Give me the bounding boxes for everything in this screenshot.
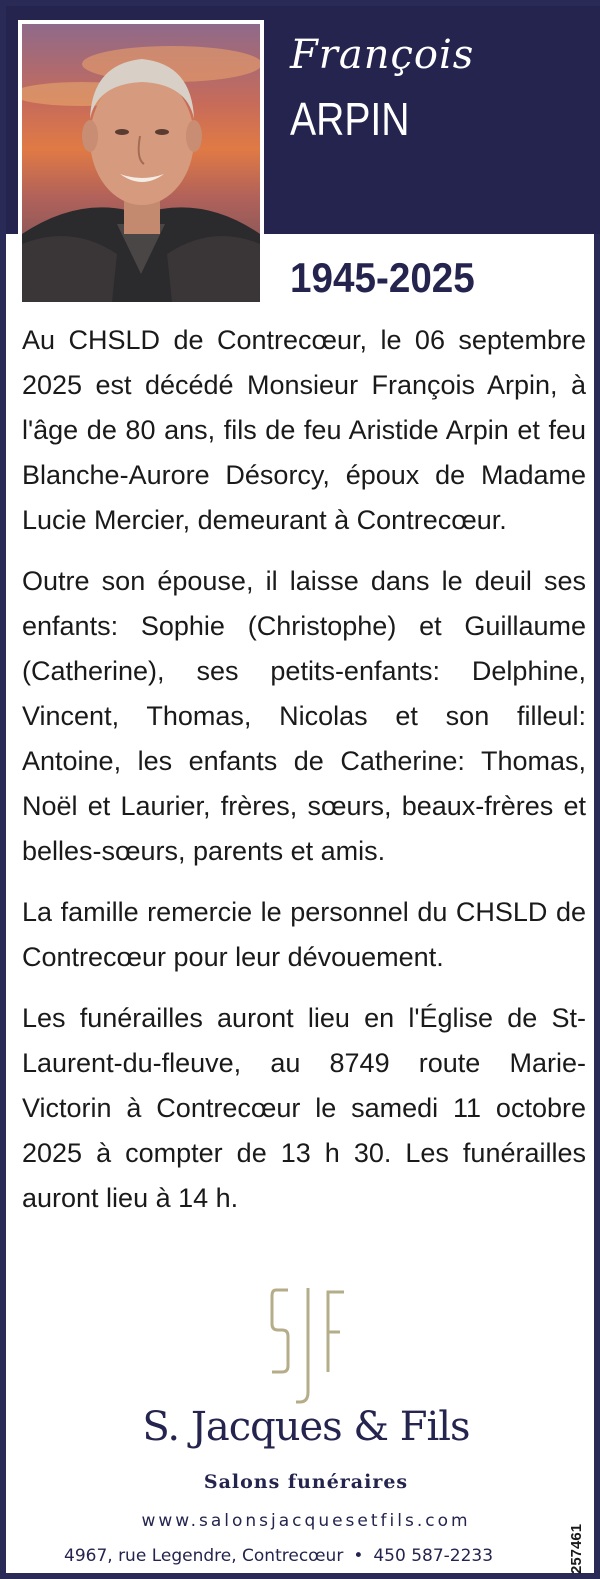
separator-dot: •	[353, 1546, 364, 1566]
portrait-frame	[18, 20, 264, 306]
monogram-icon	[268, 1282, 348, 1412]
phone-number[interactable]: 450 587-2233	[373, 1546, 494, 1566]
deceased-last-name: ARPIN	[290, 93, 410, 145]
funeral-home-name: S. Jacques & Fils	[142, 1404, 470, 1450]
ad-reference-number: 257461	[568, 1523, 585, 1574]
funeral-home-subtitle: Salons funéraires	[203, 1471, 409, 1493]
paragraph-survivors: Outre son épouse, il laisse dans le deuil ses enfants: Sophie (Christophe) et Guillaume (Catherine), ses petits-enfants: Delphine, Vincent, Thomas, Nicolas et son filleul: Antoine, les enfants de Catherine: Thomas, Noël et Laurier, frères, sœurs, beaux-frères et belles-sœurs, parents et amis.	[22, 566, 586, 866]
life-years: 1945-2025	[290, 254, 475, 301]
address-text: 4967, rue Legendre, Contrecœur	[64, 1546, 344, 1566]
website-link[interactable]: www.salonsjacquesetfils.com	[141, 1511, 471, 1531]
sjf-monogram-logo	[6, 1282, 600, 1412]
obituary-text	[22, 318, 586, 1237]
deceased-first-name: François	[290, 32, 475, 78]
paragraph-thanks: La famille remercie le personnel du CHSLD de Contrecœur pour leur dévouement.	[22, 897, 586, 972]
contact-line	[64, 1546, 554, 1566]
paragraph-death-notice: Au CHSLD de Contrecœur, le 06 septembre 2025 est décédé Monsieur François Arpin, à l'âge de 80 ans, fils de feu Aristide Arpin et feu Blanche-Aurore Désorcy, époux de Madame Lucie Mercier, demeurant à Contrecœur.	[22, 325, 586, 535]
portrait-photo	[22, 24, 260, 302]
paragraph-funeral-details: Les funérailles auront lieu en l'Église de St-Laurent-du-fleuve, au 8749 route Marie-Victorin à Contrecœur le samedi 11 octobre 2025 à compter de 13 h 30. Les funérailles auront lieu à 14 h.	[22, 1003, 586, 1213]
